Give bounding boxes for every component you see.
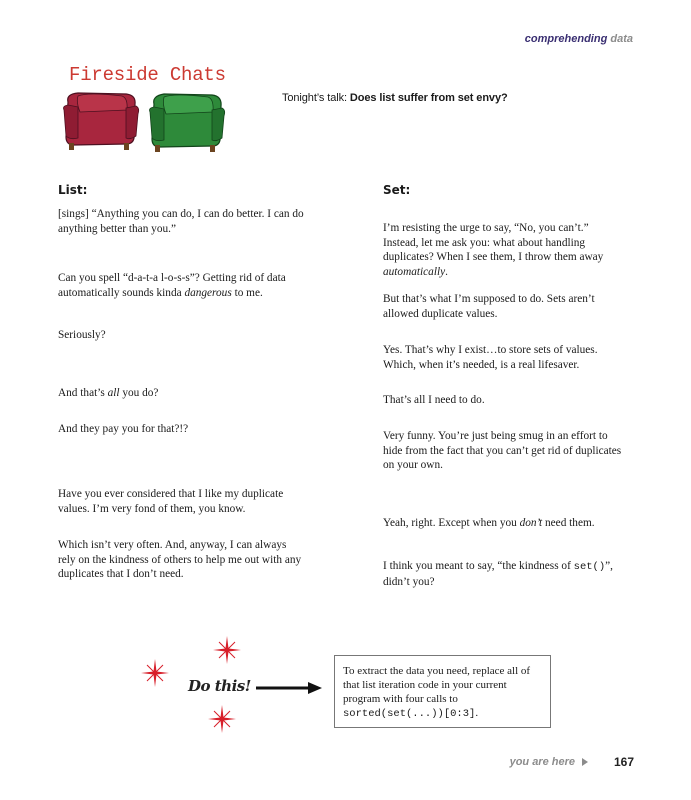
list-line-6: Have you ever considered that I like my duplicate values. I’m very fond of them, you know. [58,488,284,515]
set-line-7: I think you meant to say, “the kindness of set()”, didn’t you? [383,560,614,588]
you-are-here-label: you are here [509,756,575,768]
list-line-3: Seriously? [58,329,106,341]
callout-text: To extract the data you need, replace all of that list iteration code in your current program with four calls to [343,665,531,705]
list-line-7: Which isn’t very often. And, anyway, I can always rely on the kindness of others to help me out with any duplicates that I don’t need. [58,539,302,580]
section-header-word: comprehending [524,33,608,45]
triangle-right-icon [582,758,588,766]
arrow-right-icon [256,681,322,695]
do-this-label: Do this! [188,677,251,695]
fireside-chats-title: Fireside Chats [69,64,226,86]
sparkle-icon [208,705,236,733]
list-heading: List: [58,183,88,197]
list-line-2: Can you spell “d-a-t-a l-o-s-s”? Getting rid of data automatically sounds kinda dangerous to me. [58,272,286,299]
list-line-5: And they pay you for that?!? [58,423,189,435]
section-header-topic: data [610,33,633,45]
armchairs-illustration [60,88,230,160]
talk-topic: Does list suffer from set envy? [349,92,508,104]
do-this-callout: To extract the data you need, replace all of that list iteration code in your current program with four calls to sorted(set(...))[0:3]. [334,655,551,728]
sparkle-icon [141,659,169,687]
set-line-5: Very funny. You’re just being smug in an effort to hide from the fact that you can’t get rid of duplicates on your own. [383,430,622,471]
sparkle-icon [213,636,241,664]
set-line-6: Yeah, right. Except when you don’t need them. [383,517,595,529]
list-line-1: [sings] “Anything you can do, I can do better. I can do anything better than you.” [58,208,304,235]
list-line-4: And that’s all you do? [58,387,159,399]
set-line-2: But that’s what I’m supposed to do. Sets aren’t allowed duplicate values. [383,293,595,320]
tonights-talk [282,92,508,104]
talk-prefix: Tonight’s talk: [282,92,347,104]
red-armchair [64,93,139,150]
set-heading: Set: [383,183,411,197]
section-header [525,33,633,45]
page-number: 167 [613,755,634,769]
callout-code: sorted(set(...))[0:3] [343,708,476,720]
set-line-1: I’m resisting the urge to say, “No, you can’t.” Instead, let me ask you: what about handling duplicates? When I see them, I throw them away automatically. [383,222,604,278]
set-line-4: That’s all I need to do. [383,394,485,406]
green-armchair [150,94,225,152]
set-line-3: Yes. That’s why I exist…to store sets of values. Which, when it’s needed, is a real lifesaver. [383,344,598,371]
